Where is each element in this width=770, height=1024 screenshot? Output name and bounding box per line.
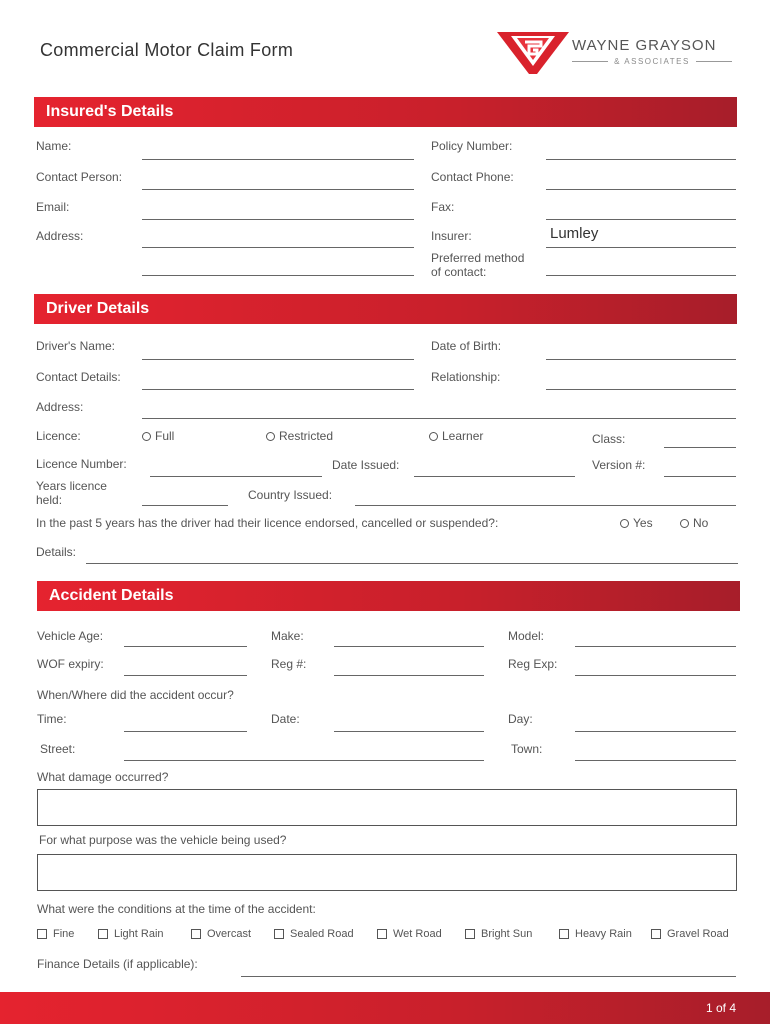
condition-wet-road-checkbox[interactable]: Wet Road bbox=[377, 928, 442, 940]
name-field[interactable] bbox=[142, 159, 414, 160]
wof-expiry-field[interactable] bbox=[124, 675, 247, 676]
years-licence-label-1: Years licence bbox=[36, 479, 107, 493]
licence-learner-radio[interactable]: Learner bbox=[429, 429, 483, 443]
time-field[interactable] bbox=[124, 731, 247, 732]
endorsed-no-radio[interactable]: No bbox=[680, 516, 708, 530]
fax-field[interactable] bbox=[546, 219, 736, 220]
reg-label: Reg #: bbox=[271, 657, 307, 671]
version-label: Version #: bbox=[592, 458, 646, 472]
town-label: Town: bbox=[511, 742, 543, 756]
condition-sealed-road-checkbox[interactable]: Sealed Road bbox=[274, 928, 354, 940]
radio-circle-icon bbox=[142, 432, 151, 441]
drivers-name-field[interactable] bbox=[142, 359, 414, 360]
date-label: Date: bbox=[271, 712, 300, 726]
section-driver-details: Driver Details bbox=[34, 294, 737, 324]
street-label: Street: bbox=[40, 742, 76, 756]
date-of-birth-label: Date of Birth: bbox=[431, 339, 502, 353]
form-title: Commercial Motor Claim Form bbox=[40, 40, 294, 60]
damage-question: What damage occurred? bbox=[37, 770, 169, 784]
policy-number-field[interactable] bbox=[546, 159, 736, 160]
country-issued-label: Country Issued: bbox=[248, 488, 333, 502]
checkbox-icon bbox=[98, 929, 108, 939]
condition-heavy-rain-checkbox[interactable]: Heavy Rain bbox=[559, 928, 632, 940]
licence-number-label: Licence Number: bbox=[36, 457, 127, 471]
licence-restricted-radio[interactable]: Restricted bbox=[266, 429, 333, 443]
date-issued-field[interactable] bbox=[414, 476, 575, 477]
drivers-name-label: Driver's Name: bbox=[36, 339, 115, 353]
purpose-question: For what purpose was the vehicle being used? bbox=[39, 833, 287, 847]
page-number: 1 of 4 bbox=[705, 1001, 736, 1015]
date-of-birth-field[interactable] bbox=[546, 359, 736, 360]
years-licence-label-2: held: bbox=[36, 493, 63, 507]
country-issued-field[interactable] bbox=[355, 505, 736, 506]
name-label: Name: bbox=[36, 139, 72, 153]
address-label: Address: bbox=[36, 229, 84, 243]
version-field[interactable] bbox=[664, 476, 736, 477]
purpose-textarea[interactable] bbox=[37, 854, 737, 891]
model-field[interactable] bbox=[575, 646, 736, 647]
contact-person-field[interactable] bbox=[142, 189, 414, 190]
vehicle-age-field[interactable] bbox=[124, 646, 247, 647]
checkbox-icon bbox=[191, 929, 201, 939]
date-issued-label: Date Issued: bbox=[332, 458, 400, 472]
details-label: Details: bbox=[36, 545, 77, 559]
brand-name: WAYNE GRAYSON bbox=[572, 37, 717, 54]
licence-full-radio[interactable]: Full bbox=[142, 429, 174, 443]
driver-address-label: Address: bbox=[36, 400, 84, 414]
radio-circle-icon bbox=[266, 432, 275, 441]
email-label: Email: bbox=[36, 200, 70, 214]
checkbox-icon bbox=[559, 929, 569, 939]
make-label: Make: bbox=[271, 629, 304, 643]
preferred-contact-label-2: of contact: bbox=[431, 265, 487, 279]
details-field[interactable] bbox=[86, 563, 738, 564]
date-field[interactable] bbox=[334, 731, 484, 732]
relationship-field[interactable] bbox=[546, 389, 736, 390]
address-field-line-1[interactable] bbox=[142, 247, 414, 248]
contact-details-label: Contact Details: bbox=[36, 370, 121, 384]
email-field[interactable] bbox=[142, 219, 414, 220]
relationship-label: Relationship: bbox=[431, 370, 501, 384]
brand-logo-icon bbox=[497, 28, 569, 76]
contact-details-field[interactable] bbox=[142, 389, 414, 390]
class-field[interactable] bbox=[664, 447, 736, 448]
footer-band bbox=[0, 992, 770, 1024]
condition-light-rain-checkbox[interactable]: Light Rain bbox=[98, 928, 164, 940]
condition-fine-checkbox[interactable]: Fine bbox=[37, 928, 74, 940]
endorsed-yes-radio[interactable]: Yes bbox=[620, 516, 653, 530]
condition-gravel-road-checkbox[interactable]: Gravel Road bbox=[651, 928, 729, 940]
model-label: Model: bbox=[508, 629, 545, 643]
checkbox-icon bbox=[465, 929, 475, 939]
insurer-value[interactable]: Lumley bbox=[550, 225, 599, 242]
brand-subtitle: & ASSOCIATES bbox=[572, 57, 732, 66]
address-field-line-2[interactable] bbox=[142, 275, 414, 276]
class-label: Class: bbox=[592, 432, 626, 446]
insurer-label: Insurer: bbox=[431, 229, 472, 243]
finance-details-field[interactable] bbox=[241, 976, 736, 977]
policy-number-label: Policy Number: bbox=[431, 139, 513, 153]
reg-field[interactable] bbox=[334, 675, 484, 676]
contact-phone-field[interactable] bbox=[546, 189, 736, 190]
day-field[interactable] bbox=[575, 731, 736, 732]
conditions-question: What were the conditions at the time of the accident: bbox=[37, 902, 316, 916]
when-where-question: When/Where did the accident occur? bbox=[37, 688, 234, 702]
condition-overcast-checkbox[interactable]: Overcast bbox=[191, 928, 251, 940]
town-field[interactable] bbox=[575, 760, 736, 761]
endorsed-question: In the past 5 years has the driver had their licence endorsed, cancelled or suspended?: bbox=[36, 516, 499, 530]
preferred-contact-label-1: Preferred method bbox=[431, 251, 525, 265]
section-insured-details: Insured's Details bbox=[34, 97, 737, 127]
insurer-field[interactable] bbox=[546, 247, 736, 248]
finance-details-label: Finance Details (if applicable): bbox=[37, 957, 198, 971]
fax-label: Fax: bbox=[431, 200, 455, 214]
condition-bright-sun-checkbox[interactable]: Bright Sun bbox=[465, 928, 532, 940]
radio-circle-icon bbox=[429, 432, 438, 441]
contact-phone-label: Contact Phone: bbox=[431, 170, 514, 184]
vehicle-age-label: Vehicle Age: bbox=[37, 629, 104, 643]
driver-address-field[interactable] bbox=[142, 418, 736, 419]
reg-exp-field[interactable] bbox=[575, 675, 736, 676]
radio-circle-icon bbox=[620, 519, 629, 528]
licence-number-field[interactable] bbox=[150, 476, 322, 477]
checkbox-icon bbox=[651, 929, 661, 939]
make-field[interactable] bbox=[334, 646, 484, 647]
licence-label: Licence: bbox=[36, 429, 81, 443]
damage-textarea[interactable] bbox=[37, 789, 737, 826]
time-label: Time: bbox=[37, 712, 67, 726]
years-licence-field[interactable] bbox=[142, 505, 228, 506]
section-accident-details: Accident Details bbox=[37, 581, 740, 611]
contact-person-label: Contact Person: bbox=[36, 170, 123, 184]
preferred-contact-field[interactable] bbox=[546, 275, 736, 276]
checkbox-icon bbox=[37, 929, 47, 939]
reg-exp-label: Reg Exp: bbox=[508, 657, 558, 671]
wof-expiry-label: WOF expiry: bbox=[37, 657, 104, 671]
checkbox-icon bbox=[274, 929, 284, 939]
checkbox-icon bbox=[377, 929, 387, 939]
radio-circle-icon bbox=[680, 519, 689, 528]
street-field[interactable] bbox=[124, 760, 484, 761]
day-label: Day: bbox=[508, 712, 533, 726]
